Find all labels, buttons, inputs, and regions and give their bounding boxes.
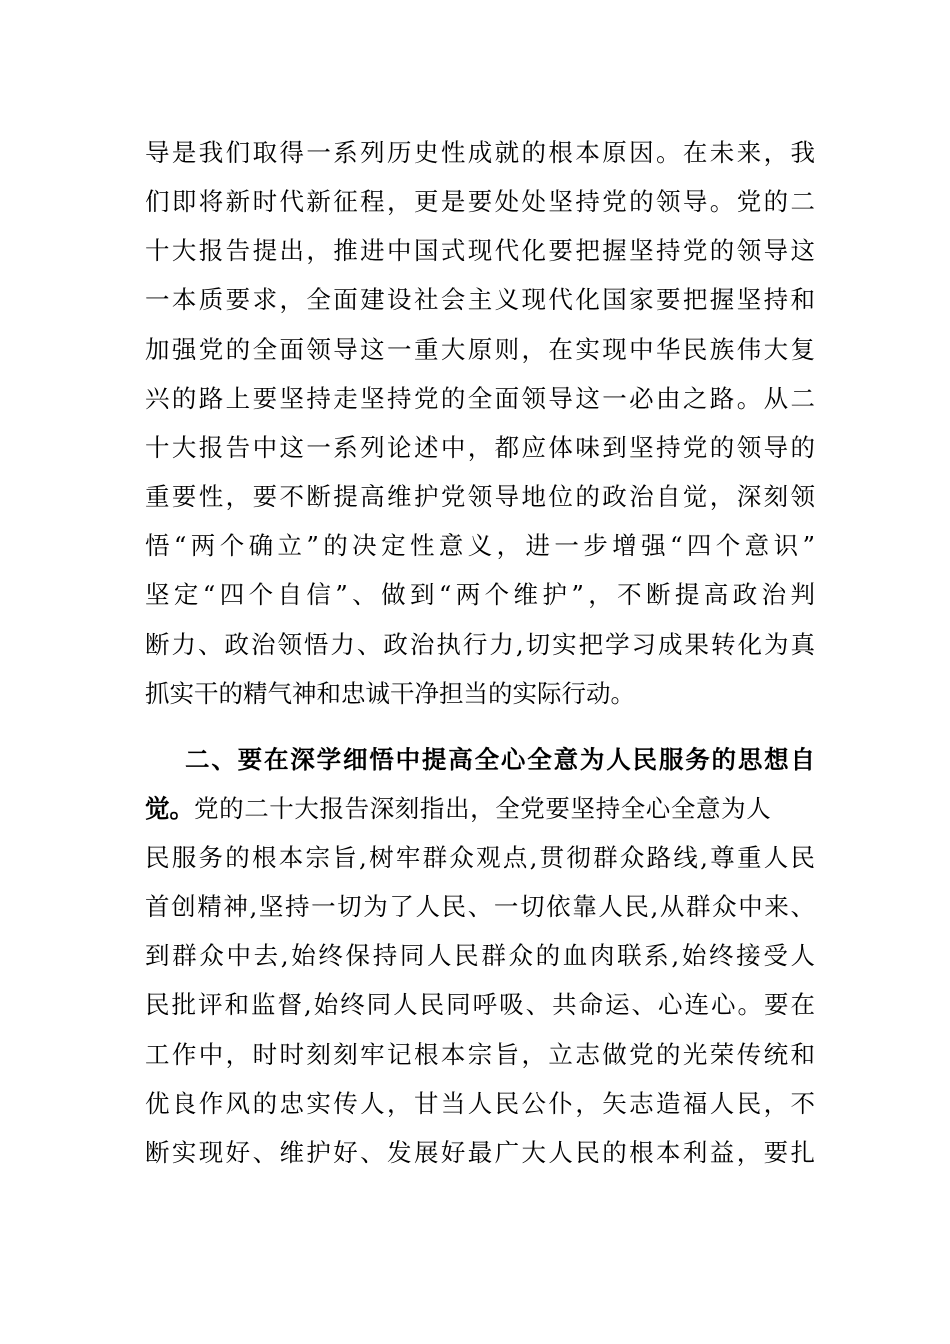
paragraph-text: 党的二十大报告深刻指出，全党要坚持全心全意为人 xyxy=(194,794,772,823)
paragraph-line: 到群众中去,始终保持同人民群众的血肉联系,始终接受人 xyxy=(145,941,815,970)
paragraph-line: 十大报告提出，推进中国式现代化要把握坚持党的领导这 xyxy=(145,236,815,265)
paragraph-line: 民批评和监督,始终同人民同呼吸、共命运、心连心。要在 xyxy=(145,990,815,1019)
paragraph-line: 加强党的全面领导这一重大原则，在实现中华民族伟大复 xyxy=(145,335,815,364)
paragraph-line: 兴的路上要坚持走坚持党的全面领导这一必由之路。从二 xyxy=(145,384,815,413)
paragraph-line: 断力、政治领悟力、政治执行力,切实把学习成果转化为真 xyxy=(145,630,815,659)
paragraph-line: 们即将新时代新征程，更是要处处坚持党的领导。党的二 xyxy=(145,187,815,216)
paragraph-line: 悟“两个确立”的决定性意义，进一步增强“四个意识” xyxy=(145,531,815,560)
paragraph-line: 民服务的根本宗旨,树牢群众观点,贯彻群众路线,尊重人民 xyxy=(145,843,815,872)
paragraph-line: 导是我们取得一系列历史性成就的根本原因。在未来，我 xyxy=(145,138,815,167)
section-heading-tail: 觉。 xyxy=(145,794,194,823)
paragraph-line: 首创精神,坚持一切为了人民、一切依靠人民,从群众中来、 xyxy=(145,892,815,921)
paragraph-line: 优良作风的忠实传人，甘当人民公仆，矢志造福人民，不 xyxy=(145,1089,815,1118)
paragraph-line: 一本质要求，全面建设社会主义现代化国家要把握坚持和 xyxy=(145,285,815,314)
paragraph-line: 十大报告中这一系列论述中，都应体味到坚持党的领导的 xyxy=(145,433,815,462)
section-heading: 二、要在深学细悟中提高全心全意为人民服务的思想自 xyxy=(185,745,815,774)
paragraph-line: 抓实干的精气神和忠诚干净担当的实际行动。 xyxy=(145,679,635,708)
paragraph-line: 工作中，时时刻刻牢记根本宗旨，立志做党的光荣传统和 xyxy=(145,1040,815,1069)
paragraph-line xyxy=(145,789,815,829)
paragraph-line: 重要性，要不断提高维护党领导地位的政治自觉，深刻领 xyxy=(145,482,815,511)
paragraph-line: 断实现好、维护好、发展好最广大人民的根本利益，要扎 xyxy=(145,1138,815,1167)
paragraph-line: 坚定“四个自信”、做到“两个维护”，不断提高政治判 xyxy=(145,580,815,609)
